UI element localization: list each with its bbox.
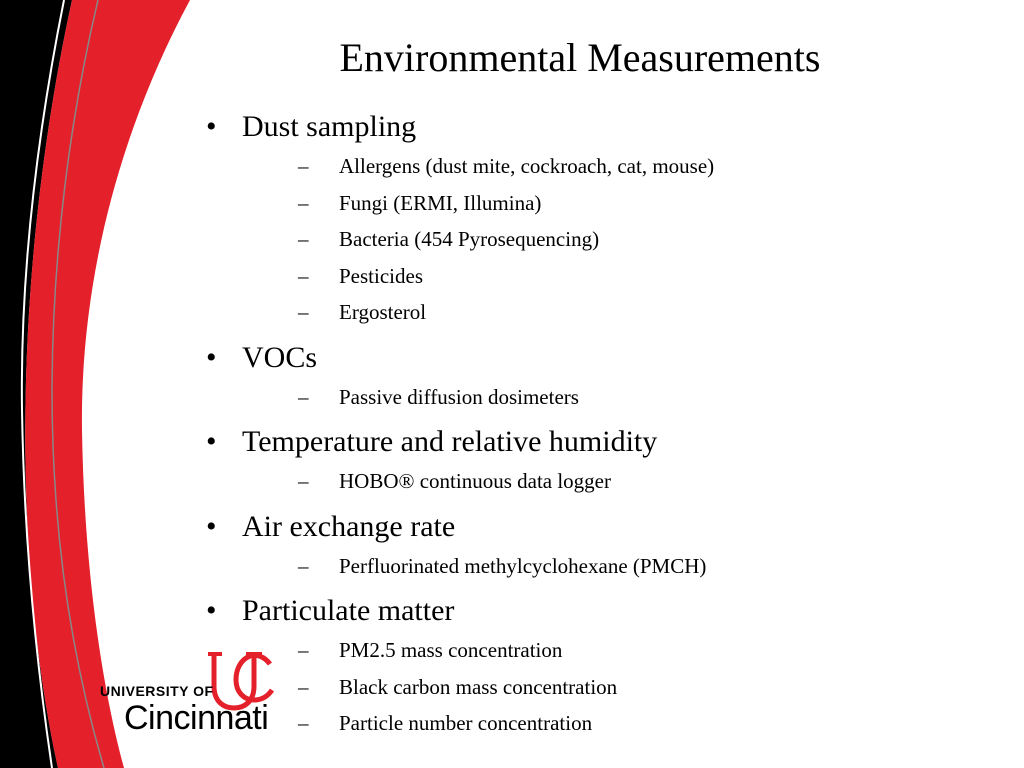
sub-bullet-text: Particle number concentration (339, 711, 593, 735)
sub-bullet-item (200, 705, 1000, 742)
sub-bullet-text: Bacteria (454 Pyrosequencing) (339, 227, 600, 251)
bullet-item (200, 590, 1000, 632)
sub-bullet-dash-icon: – (298, 300, 309, 324)
bullet-group (200, 106, 1000, 331)
bullet-dot-icon: • (206, 594, 217, 627)
bullet-text: Particulate matter (242, 594, 455, 627)
sub-bullet-item (200, 258, 1000, 295)
sub-bullet-dash-icon: – (298, 638, 309, 662)
bullet-group (200, 421, 1000, 500)
bullet-dot-icon: • (206, 110, 217, 143)
sub-bullet-item (200, 294, 1000, 331)
sub-bullet-item (200, 379, 1000, 416)
bullet-dot-icon: • (206, 340, 217, 374)
sub-bullet-item (200, 221, 1000, 258)
bullet-dot-icon: • (206, 425, 217, 458)
bullet-item (200, 506, 1000, 548)
bullet-item (200, 106, 1000, 148)
sub-bullet-text: Pesticides (339, 263, 423, 288)
sub-bullet-item (200, 148, 1000, 185)
sub-bullet-dash-icon: – (298, 469, 309, 493)
sub-bullet-dash-icon: – (298, 190, 309, 215)
logo-text-university-of: UNIVERSITY OF (100, 683, 214, 699)
bullet-dot-icon: • (206, 509, 217, 543)
university-logo (100, 648, 290, 738)
sub-bullet-dash-icon: – (298, 711, 309, 735)
sub-bullet-text: Passive diffusion dosimeters (339, 384, 579, 409)
sub-bullet-item (200, 463, 1000, 500)
sub-bullet-dash-icon: – (298, 154, 309, 178)
sub-bullet-dash-icon: – (298, 674, 309, 699)
bullet-text: VOCs (242, 340, 318, 374)
sub-bullet-dash-icon: – (298, 227, 309, 251)
sub-bullet-text: Ergosterol (339, 300, 427, 324)
bullet-text: Air exchange rate (242, 509, 456, 543)
bullet-group (200, 590, 1000, 742)
sub-bullet-item (200, 632, 1000, 669)
slide-title: Environmental Measurements (339, 35, 821, 80)
sub-bullet-dash-icon: – (298, 263, 309, 288)
bullet-item (200, 421, 1000, 463)
sub-bullet-text: Allergens (dust mite, cockroach, cat, mouse) (339, 154, 715, 178)
bullet-group (200, 337, 1000, 416)
sub-bullet-text: PM2.5 mass concentration (339, 638, 563, 662)
sub-bullet-text: Perfluorinated methylcyclohexane (PMCH) (339, 553, 707, 578)
sub-bullet-item (200, 669, 1000, 706)
logo-text-cincinnati: Cincinnati (124, 699, 269, 737)
sub-bullet-dash-icon: – (298, 384, 309, 409)
bullet-item (200, 337, 1000, 379)
bullet-text: Dust sampling (242, 110, 417, 143)
bullet-text: Temperature and relative humidity (242, 425, 658, 458)
sub-bullet-item (200, 185, 1000, 222)
sub-bullet-text: HOBO® continuous data logger (339, 469, 611, 493)
bullet-list (200, 100, 1000, 742)
sub-bullet-dash-icon: – (298, 553, 309, 578)
sub-bullet-text: Black carbon mass concentration (339, 674, 618, 699)
sub-bullet-text: Fungi (ERMI, Illumina) (339, 190, 542, 215)
sub-bullet-item (200, 548, 1000, 585)
bullet-group (200, 506, 1000, 585)
